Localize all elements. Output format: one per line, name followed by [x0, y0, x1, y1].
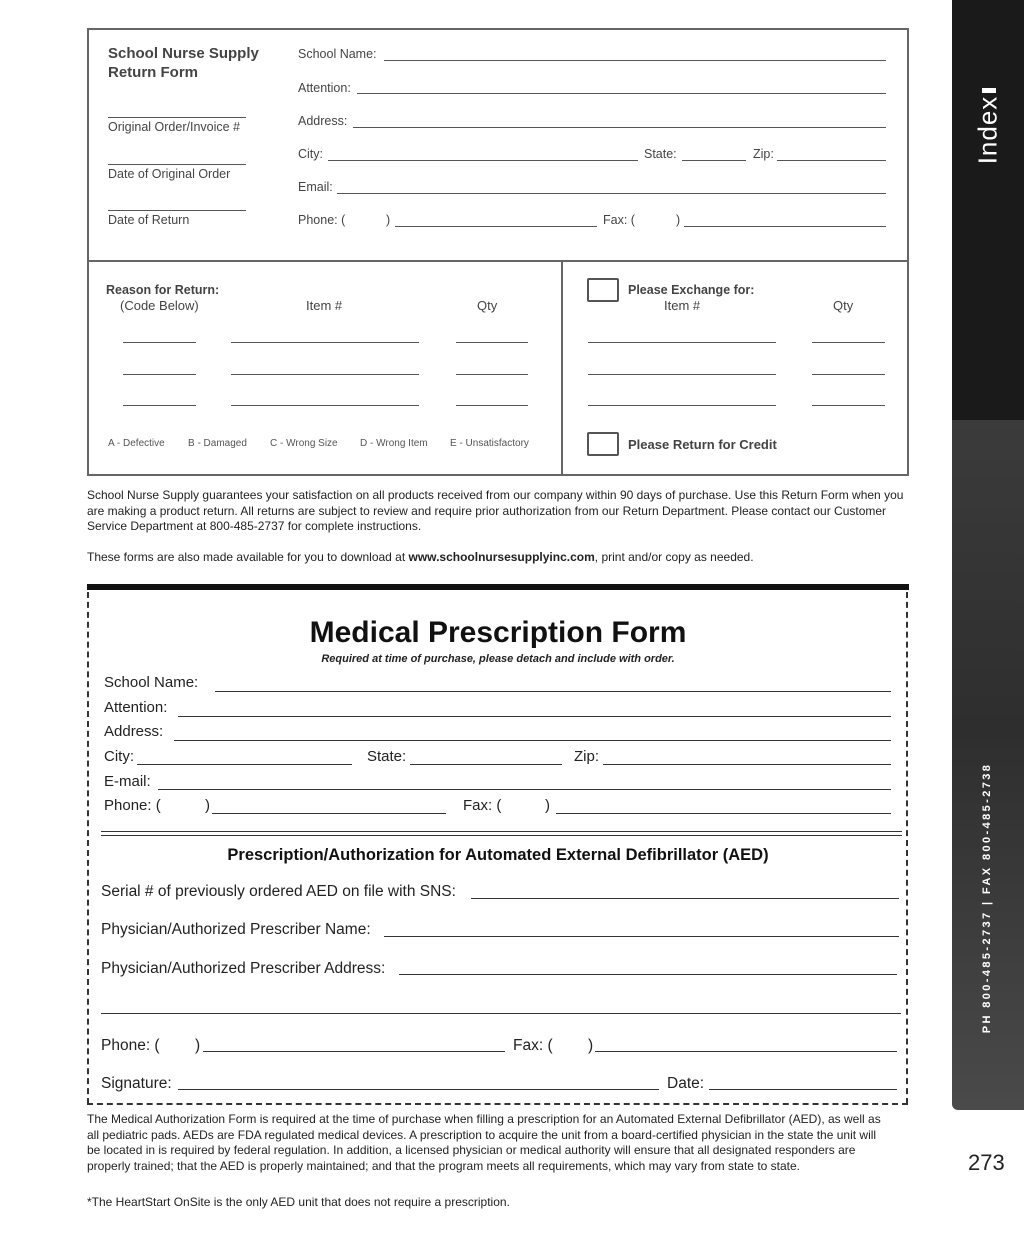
rx-address-label: Address: — [104, 723, 164, 740]
aed-fax-label: Fax: ( — [513, 1037, 553, 1054]
aed-phone-label: Phone: ( — [101, 1037, 160, 1054]
attention-field[interactable] — [357, 93, 886, 94]
rx-attention-label: Attention: — [104, 699, 168, 716]
email-field[interactable] — [337, 193, 886, 194]
rx-school-name-field[interactable] — [215, 691, 891, 692]
section-label: Index — [972, 95, 1003, 165]
prescription-form-subtitle: Required at time of purchase, please detach and include with order. — [321, 653, 675, 665]
date-field[interactable] — [709, 1089, 897, 1090]
reason-label: Reason for Return: — [106, 283, 220, 297]
rx-school-name-label: School Name: — [104, 674, 199, 691]
page-number: 273 — [968, 1150, 1005, 1175]
physician-name-label: Physician/Authorized Prescriber Name: — [101, 921, 371, 938]
guarantee-paragraph: School Nurse Supply guarantees your satisfaction on all products received from our company within 90 days of purchase. Use this Return Form when you are making a product return. All returns are subject to review and require prior authorization from our Return Department. Please contact our Customer Service Department at 800-485-2737 for complete instructions. — [87, 488, 904, 533]
rx-fax-field[interactable] — [556, 813, 891, 814]
zip-field[interactable] — [777, 160, 886, 161]
rx-phone-paren-close: ) — [205, 797, 210, 814]
fax-label: Fax: ( — [603, 213, 635, 227]
cut-line-bottom — [87, 1103, 908, 1105]
item-label: Item # — [306, 298, 343, 313]
exchange-qty-field[interactable] — [812, 374, 885, 375]
reason-code-field[interactable] — [123, 342, 196, 343]
signature-label: Signature: — [101, 1075, 172, 1092]
address-field[interactable] — [353, 127, 886, 128]
date-label: Date: — [667, 1075, 705, 1092]
form-divider-bar — [87, 584, 909, 590]
code-defective: A - Defective — [108, 438, 165, 449]
city-label: City: — [298, 147, 323, 161]
qty-field[interactable] — [456, 374, 528, 375]
aed-fax-field[interactable] — [595, 1051, 897, 1052]
phone-fax-vertical: PH 800-485-2737 | FAX 800-485-2738 — [981, 762, 993, 1034]
qty-label: Qty — [477, 298, 498, 313]
original-order-label: Original Order/Invoice # — [108, 120, 241, 134]
fax-paren-close: ) — [676, 213, 681, 227]
item-field[interactable] — [231, 342, 419, 343]
rx-email-label: E-mail: — [104, 773, 151, 790]
date-original-field[interactable] — [108, 164, 246, 165]
serial-label: Serial # of previously ordered AED on file with SNS: — [101, 883, 456, 900]
physician-address-field-2[interactable] — [101, 1013, 901, 1014]
serial-field[interactable] — [471, 898, 899, 899]
school-name-field[interactable] — [384, 60, 886, 61]
phone-label: Phone: ( — [298, 213, 346, 227]
attention-label: Attention: — [298, 81, 351, 95]
date-original-label: Date of Original Order — [108, 167, 231, 181]
exchange-item-field[interactable] — [588, 405, 776, 406]
email-label: Email: — [298, 180, 333, 194]
original-order-field[interactable] — [108, 117, 246, 118]
item-field[interactable] — [231, 374, 419, 375]
rx-city-field[interactable] — [137, 764, 352, 765]
date-return-label: Date of Return — [108, 213, 190, 227]
rx-city-label: City: — [104, 748, 134, 765]
date-return-field[interactable] — [108, 210, 246, 211]
download-url[interactable]: www.schoolnursesupplyinc.com — [408, 550, 595, 564]
reason-code-field[interactable] — [123, 405, 196, 406]
code-damaged: B - Damaged — [188, 438, 247, 449]
credit-label: Please Return for Credit — [628, 437, 777, 452]
code-wrong-item: D - Wrong Item — [360, 438, 428, 449]
school-name-label: School Name: — [298, 47, 377, 61]
download-paragraph: These forms are also made available for you to download at www.schoolnursesupplyinc.com, print and/or copy as needed. — [87, 550, 754, 564]
medical-authorization-paragraph: The Medical Authorization Form is required at the time of purchase when filling a prescription for an Automated External Defibrillator (AED), as well as all pediatric pads. AEDs are FDA regulated medical devices. A prescription to acquire the unit from a board-certified physician in the state the unit will be located in is required by federal regulation. In addition, a licensed physician or medical authority will ensure that all designated responders are properly trained; that the AED is properly maintained; and that the program meets all requirements, which may vary from state to state. — [87, 1112, 881, 1173]
aed-phone-paren-close: ) — [195, 1037, 201, 1054]
exchange-qty-label: Qty — [833, 298, 854, 313]
return-form-title: School Nurse Supply Return Form — [108, 45, 259, 81]
address-label: Address: — [298, 114, 348, 128]
city-field[interactable] — [328, 160, 638, 161]
rx-state-field[interactable] — [410, 764, 562, 765]
exchange-qty-field[interactable] — [812, 405, 885, 406]
fax-field[interactable] — [684, 226, 886, 227]
rx-zip-label: Zip: — [574, 748, 600, 765]
rx-zip-field[interactable] — [603, 764, 891, 765]
heartstart-note: *The HeartStart OnSite is the only AED unit that does not require a prescription. — [87, 1195, 510, 1209]
physician-name-field[interactable] — [384, 936, 899, 937]
exchange-label: Please Exchange for: — [628, 283, 755, 297]
rx-address-field[interactable] — [174, 740, 891, 741]
qty-field[interactable] — [456, 405, 528, 406]
code-unsatisfactory: E - Unsatisfactory — [450, 438, 529, 449]
exchange-item-label: Item # — [664, 298, 701, 313]
aed-fax-paren-close: ) — [588, 1037, 594, 1054]
code-wrong-size: C - Wrong Size — [270, 438, 338, 449]
item-field[interactable] — [231, 405, 419, 406]
physician-address-field[interactable] — [399, 974, 897, 975]
rx-fax-label: Fax: ( — [463, 797, 502, 814]
qty-field[interactable] — [456, 342, 528, 343]
rx-attention-field[interactable] — [178, 716, 891, 717]
phone-field[interactable] — [395, 226, 597, 227]
exchange-item-field[interactable] — [588, 374, 776, 375]
signature-field[interactable] — [178, 1089, 659, 1090]
rx-email-field[interactable] — [158, 789, 891, 790]
credit-checkbox[interactable] — [587, 432, 619, 456]
phone-paren-close: ) — [386, 213, 391, 227]
rx-phone-label: Phone: ( — [104, 797, 161, 814]
reason-code-field[interactable] — [123, 374, 196, 375]
exchange-checkbox[interactable] — [587, 278, 619, 302]
rx-phone-field[interactable] — [212, 813, 446, 814]
state-label: State: — [644, 147, 677, 161]
exchange-qty-field[interactable] — [812, 342, 885, 343]
prescription-form-title: Medical Prescription Form — [309, 616, 687, 649]
rx-state-label: State: — [367, 748, 407, 765]
section-separator — [101, 831, 902, 836]
state-field[interactable] — [682, 160, 746, 161]
zip-label: Zip: — [753, 147, 774, 161]
index-marker — [982, 88, 996, 93]
code-below-label: (Code Below) — [120, 298, 199, 313]
aed-phone-field[interactable] — [203, 1051, 505, 1052]
aed-section-title: Prescription/Authorization for Automated External Defibrillator (AED) — [227, 846, 769, 864]
side-tab — [952, 0, 1024, 420]
rx-fax-paren-close: ) — [545, 797, 550, 814]
exchange-item-field[interactable] — [588, 342, 776, 343]
physician-address-label: Physician/Authorized Prescriber Address: — [101, 960, 386, 977]
